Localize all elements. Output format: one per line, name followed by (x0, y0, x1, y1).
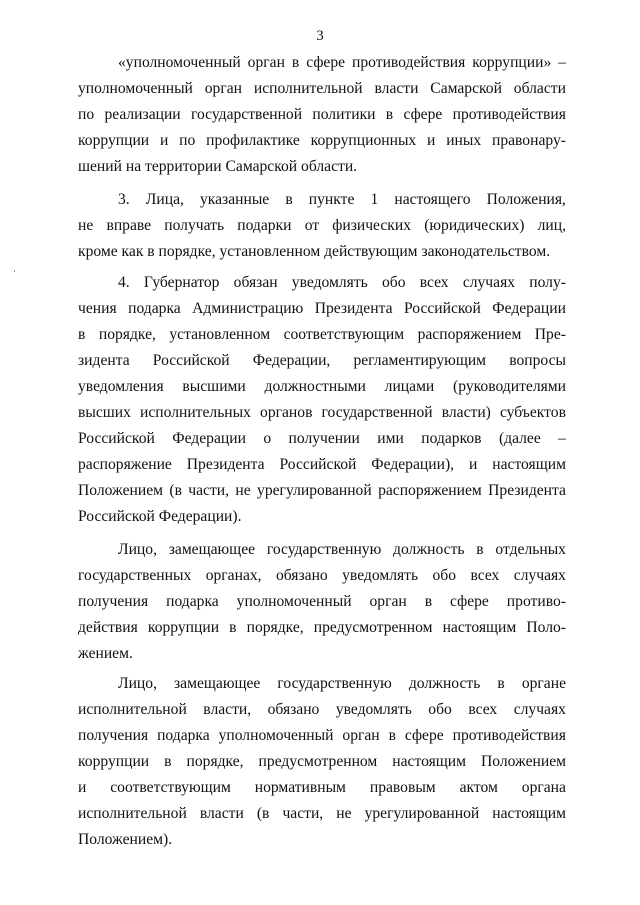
text-line: высших исполнительных органов государственной власти) субъектов (78, 404, 566, 421)
text-line: уполномоченный орган исполнительной власти Самарской области (78, 80, 566, 97)
text-line: Положением). (78, 831, 173, 848)
text-line: Российской Федерации о получении ими подарков (далее – (78, 430, 566, 447)
text-line: государственных органах, обязано уведомлять обо всех случаях (78, 567, 566, 584)
text-line: Положением (в части, не урегулированной распоряжением Президента (78, 482, 566, 499)
text-line: по реализации государственной политики в сфере противодействия (78, 106, 566, 123)
text-line: исполнительной власти (в части, не урегулированной настоящим (78, 805, 566, 822)
text-line: кроме как в порядке, установленном действующим законодательством. (78, 243, 551, 260)
text-line: уведомления высшими должностными лицами (руководителями (78, 378, 566, 395)
text-line: жением. (78, 645, 133, 662)
text-line: чения подарка Администрацию Президента Российской Федерации (78, 300, 566, 317)
text-line: и соответствующим нормативным правовым актом органа (78, 779, 566, 796)
text-line: действия коррупции в порядке, предусмотренном настоящим Поло- (78, 619, 566, 636)
text-line: шений на территории Самарской области. (78, 158, 358, 175)
text-line: коррупции и по профилактике коррупционных и иных правонару- (78, 132, 566, 149)
text-line: «уполномоченный орган в сфере противодействия коррупции» – (118, 54, 566, 71)
text-line: Лицо, замещающее государственную должность в органе (118, 675, 566, 692)
text-line: распоряжение Президента Российской Федерации), и настоящим (78, 456, 566, 473)
page-number: 3 (316, 28, 324, 44)
text-line: получения подарка уполномоченный орган в сфере противодействия (78, 727, 566, 744)
text-line: исполнительной власти, обязано уведомлять обо всех случаях (78, 701, 566, 718)
text-line: в порядке, установленном соответствующим распоряжением Пре- (78, 326, 566, 343)
text-line: зидента Российской Федерации, регламентирующим вопросы (78, 352, 566, 369)
scan-artifact (14, 270, 15, 272)
text-line: Российской Федерации). (78, 508, 242, 525)
text-line: 3. Лица, указанные в пункте 1 настоящего Положения, (118, 191, 566, 208)
text-line: коррупции в порядке, предусмотренном настоящим Положением (78, 753, 566, 770)
text-line: Лицо, замещающее государственную должность в отдельных (118, 541, 566, 558)
text-line: не вправе получать подарки от физических (юридических) лиц, (78, 217, 566, 234)
text-line: 4. Губернатор обязан уведомлять обо всех случаях полу- (118, 274, 566, 291)
text-line: получения подарка уполномоченный орган в сфере противо- (78, 593, 566, 610)
